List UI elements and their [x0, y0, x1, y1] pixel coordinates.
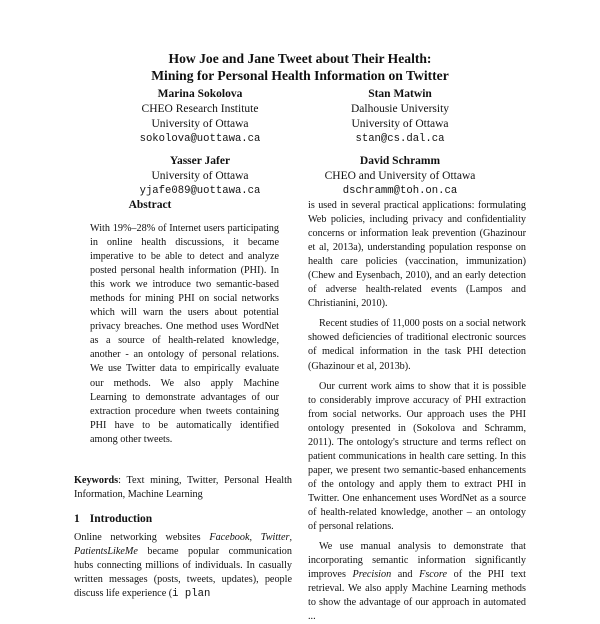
section-heading	[74, 513, 152, 525]
author-email: dschramm@toh.on.ca	[342, 185, 458, 197]
author-affiliation: University of Ottawa	[351, 118, 449, 130]
author-email: yjafe089@uottawa.ca	[139, 185, 261, 197]
author-name: Stan Matwin	[368, 88, 432, 100]
paper-title	[0, 50, 600, 84]
abstract-body	[90, 222, 279, 447]
author-name: Marina Sokolova	[157, 88, 243, 100]
keywords-label: Keywords	[74, 475, 119, 486]
author-affiliation: Dalhousie University	[350, 103, 450, 115]
author-block-4	[300, 154, 500, 199]
right-paragraph-1: is used in several practical applications: formulating Web policies, including privacy and confidentiality concerns or information leak prevention (Ghazinour et al, 2013a), understanding population response on health care policies (vaccination, immunization)(Chew and Eysenbach, 2010), and an early detection of adverse health-related events (Lampos and Christianini, 2010).	[308, 200, 526, 310]
author-affiliation: University of Ottawa	[151, 170, 249, 182]
author-affiliation: CHEO and University of Ottawa	[324, 170, 476, 182]
right-paragraph-2: Recent studies of 11,000 posts on a social network showed deficiencies of traditional electronic sources of medical information in the task PHI detection (Ghazinour et al, 2013b).	[308, 318, 526, 372]
intro-paragraph: Online networking websites Facebook, Twitter, PatientsLikeMe became popular communication hubs connecting millions of individuals. In casually written messages (posts, tweets, updates), people discuss life experience (i plan	[74, 532, 293, 601]
author-affiliation: University of Ottawa	[151, 118, 249, 130]
author-block-3	[100, 154, 300, 199]
abstract-text: With 19%–28% of Internet users participating in online health discussions, it became imperative to be able to detect and analyze posted personal health information (PHI). In this work we introduce two semantic-based methods for mining PHI on social networks which will warn the users about potential privacy breaches. One method uses WordNet as a source of health-related knowledge, another - an ontology of personal relations. We use Twitter data to empirically evaluate our methods. We also apply Machine Learning to demonstrate advantages of our extraction procedure when tweets containing PHI have to be automatically identified among other tweets.	[90, 223, 279, 445]
author-block-2	[300, 87, 500, 147]
section-number: 1	[74, 513, 80, 525]
keywords-text: : Text mining, Twitter, Personal Health Information, Machine Learning	[74, 475, 292, 501]
keywords-paragraph	[74, 474, 292, 502]
abstract-heading: Abstract	[128, 199, 172, 211]
section-title: Introduction	[89, 513, 153, 525]
keywords	[74, 474, 292, 502]
author-affiliation: CHEO Research Institute	[141, 103, 259, 115]
author-email: stan@cs.dal.ca	[355, 133, 445, 145]
right-paragraph-3: Our current work aims to show that it is possible to considerably improve accuracy of PHI extraction from social networks. Our approach uses the PHI ontology presented in (Sokolova and Schramm, 2011). The ontology's structure and terms reflect on patient communications in health care setting. In this paper, we present two semantic-based enhancements of the ontology and apply them to extract PHI in Twitter. One enhancement uses WordNet as a source of health-related knowledge, another – an ontology of personal relations.	[308, 380, 526, 533]
right-paragraph-4: We use manual analysis to demonstrate that incorporating semantic information significantly improves Precision and Fscore of the PHI text retrieval. We also apply Machine Learning methods to show the advantage of our approach in automated ...	[308, 541, 527, 623]
author-name: Yasser Jafer	[169, 155, 231, 167]
author-block-1	[100, 87, 300, 147]
author-email: sokolova@uottawa.ca	[139, 133, 261, 145]
intro-body	[74, 531, 292, 600]
author-name: David Schramm	[359, 155, 441, 167]
title-line-2: Mining for Personal Health Information on Twitter	[151, 68, 449, 83]
right-column	[308, 199, 527, 623]
title-line-1: How Joe and Jane Tweet about Their Health:	[168, 51, 432, 66]
